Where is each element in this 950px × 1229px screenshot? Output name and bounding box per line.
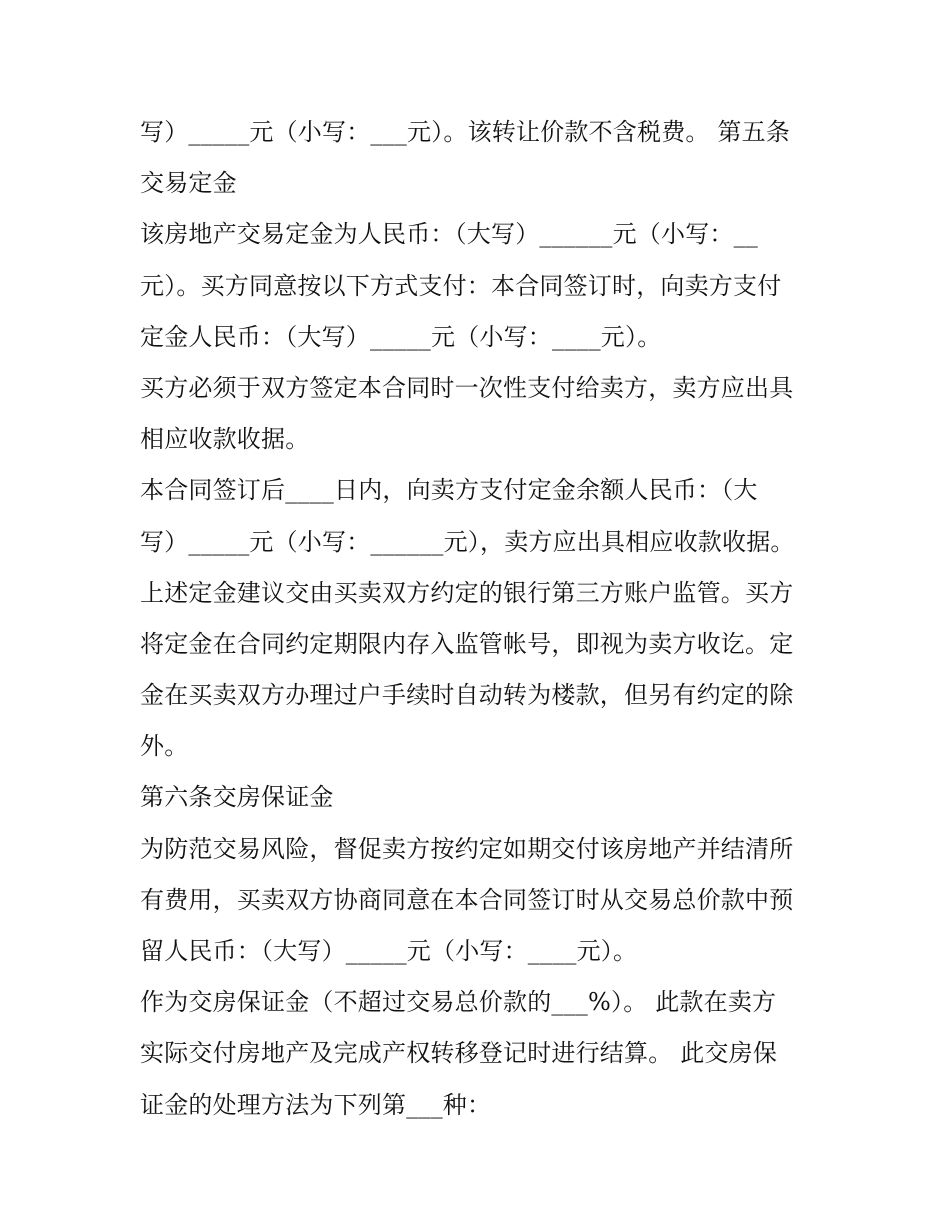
text-line: 写）_____元（小写：___元）。该转让价款不含税费。 第五条 [140,118,791,146]
text-line: 相应收款收据。 [140,425,310,454]
text-line: 为防范交易风险，督促卖方按约定如期交付该房地产并结清所 [140,834,794,863]
text-line: 将定金在合同约定期限内存入监管帐号，即视为卖方收讫。定 [140,629,794,658]
text-line: 留人民币：（大写）_____元（小写：____元）。 [140,937,638,965]
text-line: 上述定金建议交由买卖双方约定的银行第三方账户监管。买方 [140,578,794,607]
text-line: 有费用，买卖双方协商同意在本合同签订时从交易总价款中预 [140,885,794,914]
text-line: 本合同签订后____日内，向卖方支付定金余额人民币：（大 [140,476,758,505]
text-line: 元）。买方同意按以下方式支付：本合同签订时，向卖方支付 [140,271,782,300]
text-line: 金在买卖双方办理过户手续时自动转为楼款，但另有约定的除 [140,681,794,710]
text-line: 外。 [140,732,189,761]
text-line: 该房地产交易定金为人民币：（大写）______元（小写：__ [140,220,758,249]
text-line: 写）_____元（小写：______元），卖方应出具相应收款收据。 [140,527,795,556]
section-heading: 交易定金 [140,169,237,198]
text-line: 证金的处理方法为下列第___种： [140,1090,492,1119]
text-line: 定金人民币：（大写）_____元（小写：____元）。 [140,322,662,351]
section-heading: 第六条交房保证金 [140,783,334,812]
text-line: 实际交付房地产及完成产权转移登记时进行结算。 此交房保 [140,1039,778,1068]
document-body [140,107,820,1131]
text-line: 作为交房保证金（不超过交易总价款的___%）。 此款在卖方 [140,988,777,1017]
text-line: 买方必须于双方签定本合同时一次性支付给卖方，卖方应出具 [140,373,794,402]
